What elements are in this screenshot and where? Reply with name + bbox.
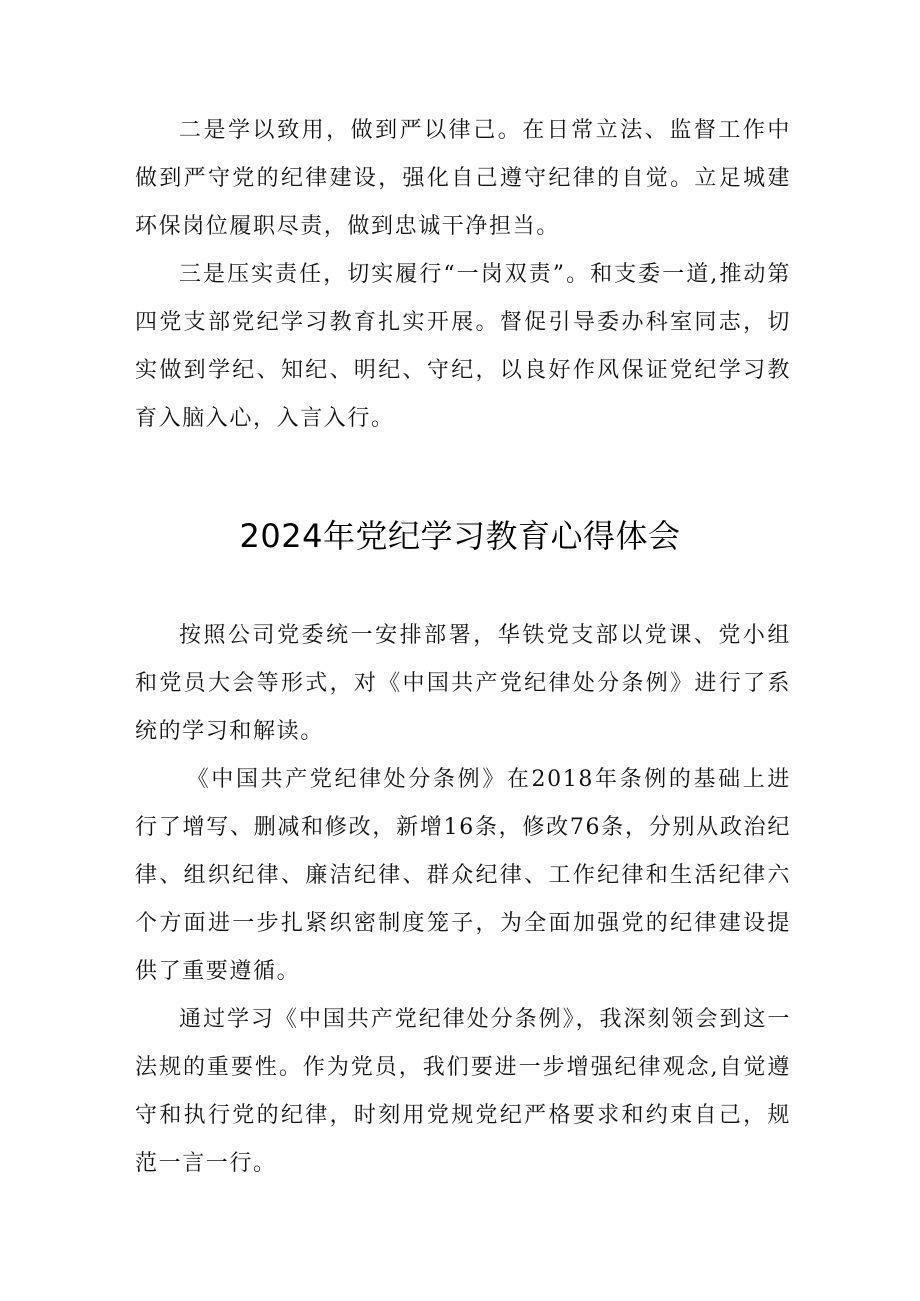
- document-title: 2024年党纪学习教育心得体会: [239, 517, 681, 555]
- paragraph-duty-discipline: 二是学以致用，做到严以律己。在日常立法、监督工作中做到严守党的纪律建设，强化自己遵守纪律的自觉。立足城建环保岗位履职尽责，做到忠诚干净担当。: [135, 118, 791, 239]
- paragraph-regulation-revision: 《中国共产党纪律处分条例》在2018年条例的基础上进行了增写、删减和修改，新增16条，修改76条，分别从政治纪律、组织纪律、廉洁纪律、群众纪律、工作纪律和生活纪律六个方面进一步扎紧织密制度笼子，为全面加强党的纪律建设提供了重要遵循。: [135, 767, 791, 984]
- paragraph-personal-reflection: 通过学习《中国共产党纪律处分条例》，我深刻领会到这一法规的重要性。作为党员，我们要进一步增强纪律观念,自觉遵守和执行党的纪律，时刻用党规党纪严格要求和约束自己，规范一言一行。: [135, 1007, 791, 1176]
- paragraph-study-arrangement: 按照公司党委统一安排部署，华铁党支部以党课、党小组和党员大会等形式，对《中国共产党纪律处分条例》进行了系统的学习和解读。: [135, 623, 791, 744]
- paragraph-responsibility: 三是压实责任，切实履行“一岗双责”。和支委一道,推动第四党支部党纪学习教育扎实开展。督促引导委办科室同志，切实做到学纪、知纪、明纪、守纪，以良好作风保证党纪学习教育入脑入心，入言入行。: [135, 262, 791, 431]
